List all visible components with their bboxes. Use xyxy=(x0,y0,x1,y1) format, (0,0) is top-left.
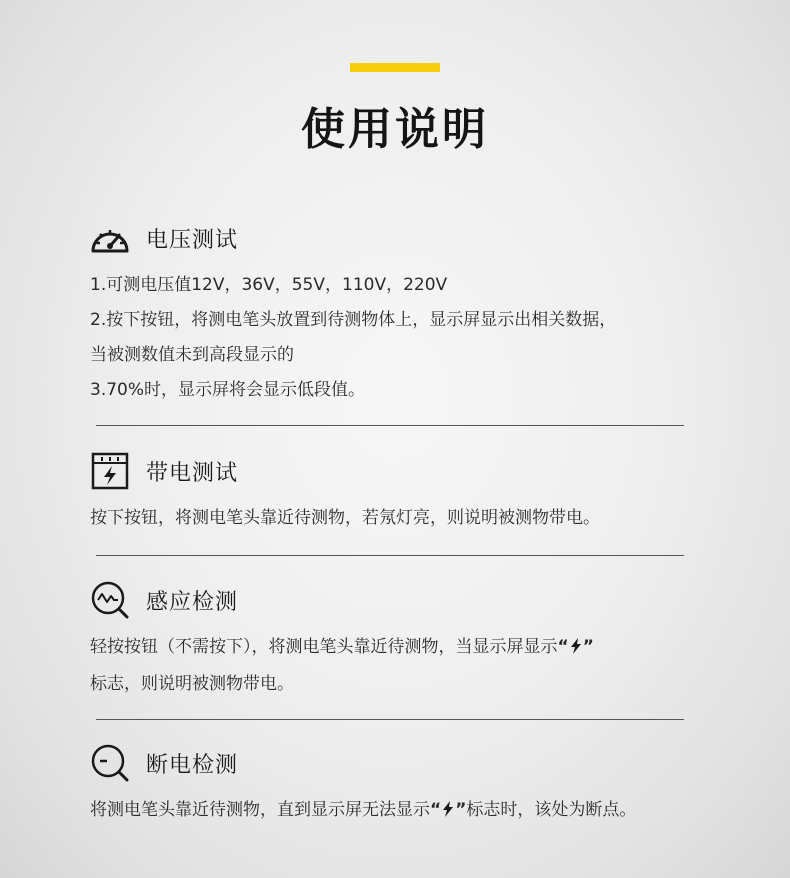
open-quote: “ xyxy=(430,800,442,820)
close-quote: ” xyxy=(582,637,594,657)
section-title: 感应检测 xyxy=(146,589,239,615)
body-line xyxy=(90,793,730,830)
section-divider xyxy=(96,425,684,426)
section-header xyxy=(90,451,730,491)
section-header xyxy=(90,218,730,258)
lightning-icon xyxy=(442,795,454,830)
body-line: 3.70%时，显示屏将会显示低段值。 xyxy=(90,380,366,400)
section-body xyxy=(90,630,730,702)
section-divider xyxy=(96,555,684,556)
open-quote: “ xyxy=(557,637,569,657)
section-voltage-test xyxy=(90,218,730,408)
section-body xyxy=(90,268,730,408)
live-current-icon xyxy=(90,451,130,491)
body-line: 按下按钮，将测电笔头靠近待测物，若氖灯亮，则说明被测物带电。 xyxy=(90,508,600,528)
body-line: 1.可测电压值12V，36V，55V，110V，220V xyxy=(90,275,448,295)
section-title: 电压测试 xyxy=(146,227,239,253)
section-header xyxy=(90,580,730,620)
section-divider xyxy=(96,719,684,720)
section-title: 断电检测 xyxy=(146,752,239,778)
section-body xyxy=(90,501,730,536)
body-line: 2.按下按钮，将测电笔头放置到待测物体上，显示屏显示出相关数据， xyxy=(90,310,617,330)
section-breakpoint-detect xyxy=(90,743,730,830)
body-line xyxy=(90,630,730,667)
breakpoint-icon xyxy=(90,743,130,783)
lightning-icon xyxy=(570,632,582,667)
close-quote: ” xyxy=(455,800,467,820)
body-text: 标志时，该处为断点。 xyxy=(466,800,637,820)
title-accent-bar xyxy=(350,63,440,72)
page-title: 使用说明 xyxy=(301,104,489,155)
body-text: 轻按按钮（不需按下），将测电笔头靠近待测物，当显示屏显示 xyxy=(90,637,558,657)
body-text: 将测电笔头靠近待测物，直到显示屏无法显示 xyxy=(90,800,430,820)
section-live-test xyxy=(90,451,730,536)
section-induction-detect xyxy=(90,580,730,702)
section-body xyxy=(90,793,730,830)
induction-wave-icon xyxy=(90,580,130,620)
section-title: 带电测试 xyxy=(146,460,239,486)
body-line: 标志，则说明被测物带电。 xyxy=(90,674,294,694)
section-header xyxy=(90,743,730,783)
body-line: 当被测数值未到高段显示的 xyxy=(90,345,294,365)
gauge-icon xyxy=(90,218,130,258)
